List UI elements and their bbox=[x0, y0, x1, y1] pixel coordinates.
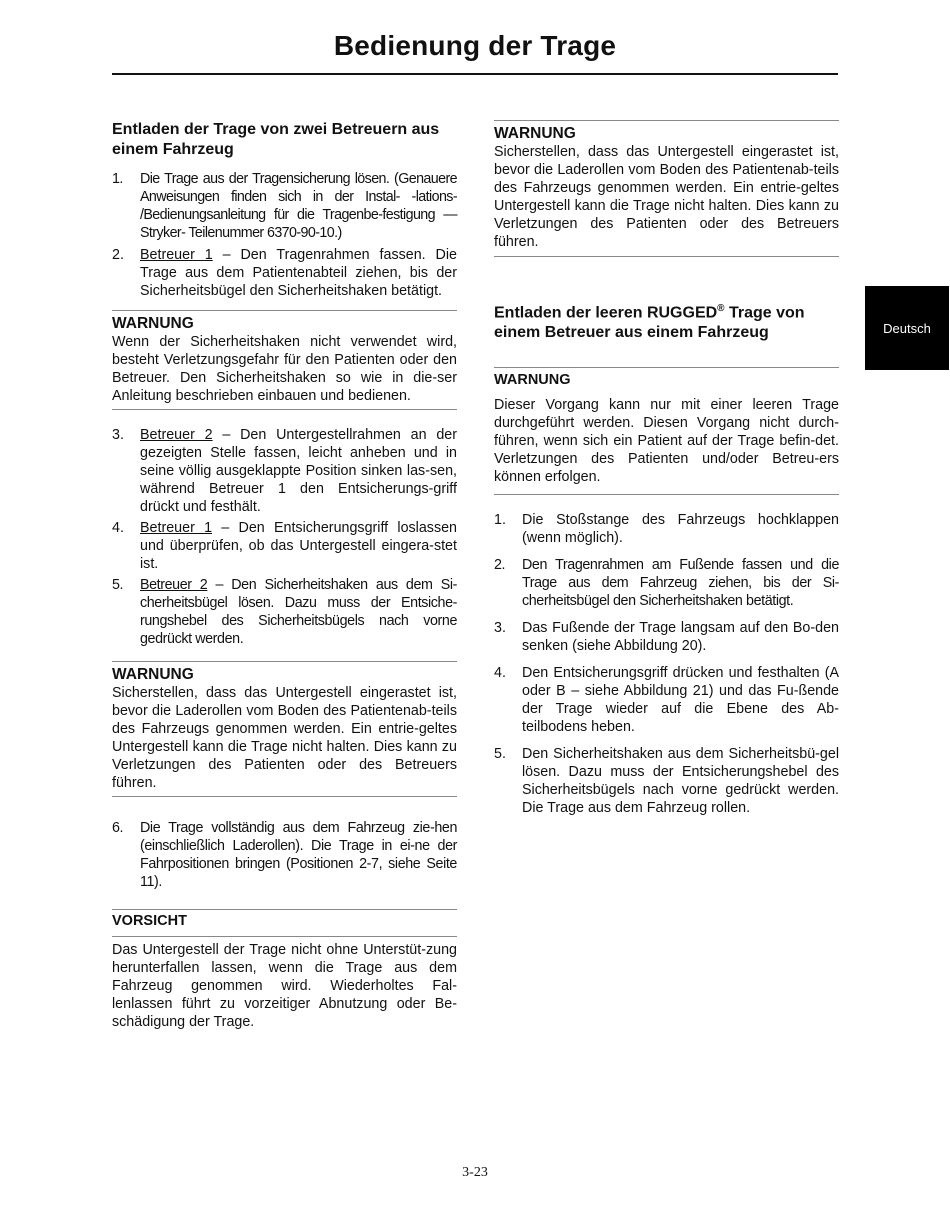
warning-title: WARNUNG bbox=[494, 372, 571, 389]
caution-box bbox=[112, 909, 457, 1031]
page-number: 3-23 bbox=[462, 1165, 488, 1180]
list-item: 4. Den Entsicherungsgriff drücken und festhalten (A oder B – siehe Abbildung 21) und das Fu-ßende der Trage wieder auf die Ebene des Ab-teilbodens heben. bbox=[494, 665, 839, 736]
list-item: 5. Den Sicherheitshaken aus dem Sicherheitsbü-gel lösen. Dazu muss der Entsicherungshebel des Sicherheitsbügels nach vorne gedrückt werden. Die Trage aus dem Fahrzeug rollen. bbox=[494, 746, 839, 817]
warning-title: WARNUNG bbox=[112, 666, 194, 683]
language-tab: Deutsch bbox=[865, 286, 949, 370]
list-item: 3. Das Fußende der Trage langsam auf den Bo-den senken (siehe Abbildung 20). bbox=[494, 620, 839, 655]
warning-box bbox=[494, 367, 839, 495]
list-item: 1. Die Stoßstange des Fahrzeugs hochklappen (wenn möglich). bbox=[494, 512, 839, 547]
warning-box bbox=[494, 120, 839, 257]
step-list bbox=[112, 426, 457, 648]
step-list bbox=[112, 170, 457, 300]
warning-box bbox=[112, 661, 457, 797]
left-column bbox=[112, 120, 457, 1031]
warning-text: Dieser Vorgang kann nur mit einer leeren Trage durchgeführt werden. Diesen Vorgang nicht durch-führen, wenn sich ein Patient auf der Trage befin-det. Verletzungen des Patienten und/oder Betreu-ers können erfolgen. bbox=[494, 396, 839, 495]
warning-title: WARNUNG bbox=[112, 315, 194, 332]
warning-text: Wenn der Sicherheitshaken nicht verwendet wird, besteht Verletzungsgefahr für den Patienten oder den Betreuer. Den Sicherheitshaken so wie in die-ser Anleitung beschrieben einbauen und bedienen. bbox=[112, 334, 457, 404]
list-item: 3. Betreuer 2 – Den Untergestellrahmen an der gezeigten Stelle fassen, leicht anheben und in seine völlig ausgeklappte Position sinken las-sen, während Betreuer 1 den Entsicherungs-griff drückt und festhält. bbox=[112, 427, 457, 515]
step-list bbox=[112, 819, 457, 891]
warning-text: Sicherstellen, dass das Untergestell eingerastet ist, bevor die Laderollen vom Boden des Patientenab-teils des Fahrzeugs genommen werden. Ein entrie-geltes Untergestell kann die Trage nicht halten. Dies kann zu Verletzungen des Patienten oder des Betreuers führen. bbox=[494, 144, 839, 250]
list-item: 4. Betreuer 1 – Den Entsicherungsgriff loslassen und überprüfen, ob das Untergestell eingera-stet ist. bbox=[112, 520, 458, 572]
list-item: 6. Die Trage vollständig aus dem Fahrzeug zie-hen (einschließlich Laderollen). Die Trage in ei-ne der Fahrpositionen bringen (Positionen 2-7, siehe Seite 11). bbox=[112, 820, 457, 890]
warning-title: WARNUNG bbox=[494, 125, 576, 142]
list-item: 2. Betreuer 1 – Den Tragenrahmen fassen. Die Trage aus dem Patientenabteil ziehen, bis der Sicherheitsbügel den Sicherheitshaken betätigt. bbox=[112, 247, 457, 299]
step-list bbox=[494, 511, 839, 817]
warning-text: Sicherstellen, dass das Untergestell eingerastet ist, bevor die Laderollen vom Boden des Patientenab-teils des Fahrzeugs genommen werden. Ein entrie-geltes Untergestell kann die Trage nicht halten. Dies kann zu Verletzungen des Patienten oder des Betreuers führen. bbox=[112, 685, 457, 791]
page-title: Bedienung der Trage bbox=[333, 30, 617, 61]
list-item: 2. Den Tragenrahmen am Fußende fassen und die Trage aus dem Fahrzeug ziehen, bis der Si-cherheitsbügel den Sicherheitshaken betätigt. bbox=[494, 557, 839, 610]
caution-title: VORSICHT bbox=[112, 912, 457, 937]
warning-box bbox=[112, 310, 457, 410]
caution-text: Das Untergestell der Trage nicht ohne Unterstüt-zung herunterfallen lassen, wenn die Trage aus dem Fahrzeug genommen wird. Wiederholtes Fal-lenlassen führt zu vorzeitiger Abnutzung oder Be-schädigung der Trage. bbox=[112, 942, 457, 1030]
section-heading-single-attendant: Entladen der leeren RUGGED® Trage von einem Betreuer aus einem Fahrzeug bbox=[494, 303, 805, 342]
list-item: 5. Betreuer 2 – Den Sicherheitshaken aus dem Si-cherheitsbügel lösen. Dazu muss der Entsiche-rungshebel des Sicherheitsbügels nach vorne gedrückt werden. bbox=[112, 577, 457, 647]
right-column bbox=[494, 120, 839, 817]
title-divider bbox=[112, 73, 838, 75]
section-heading-two-attendants: Entladen der Trage von zwei Betreuern aus einem Fahrzeug bbox=[112, 121, 440, 158]
list-item: 1. Die Trage aus der Tragensicherung lösen. (Genauere Anweisungen finden sich in der Instal- -lations- /Bedienungsanleitung für die Tragenbe-festigung — Stryker- Teilenummer 6370-90-10.) bbox=[112, 171, 457, 241]
